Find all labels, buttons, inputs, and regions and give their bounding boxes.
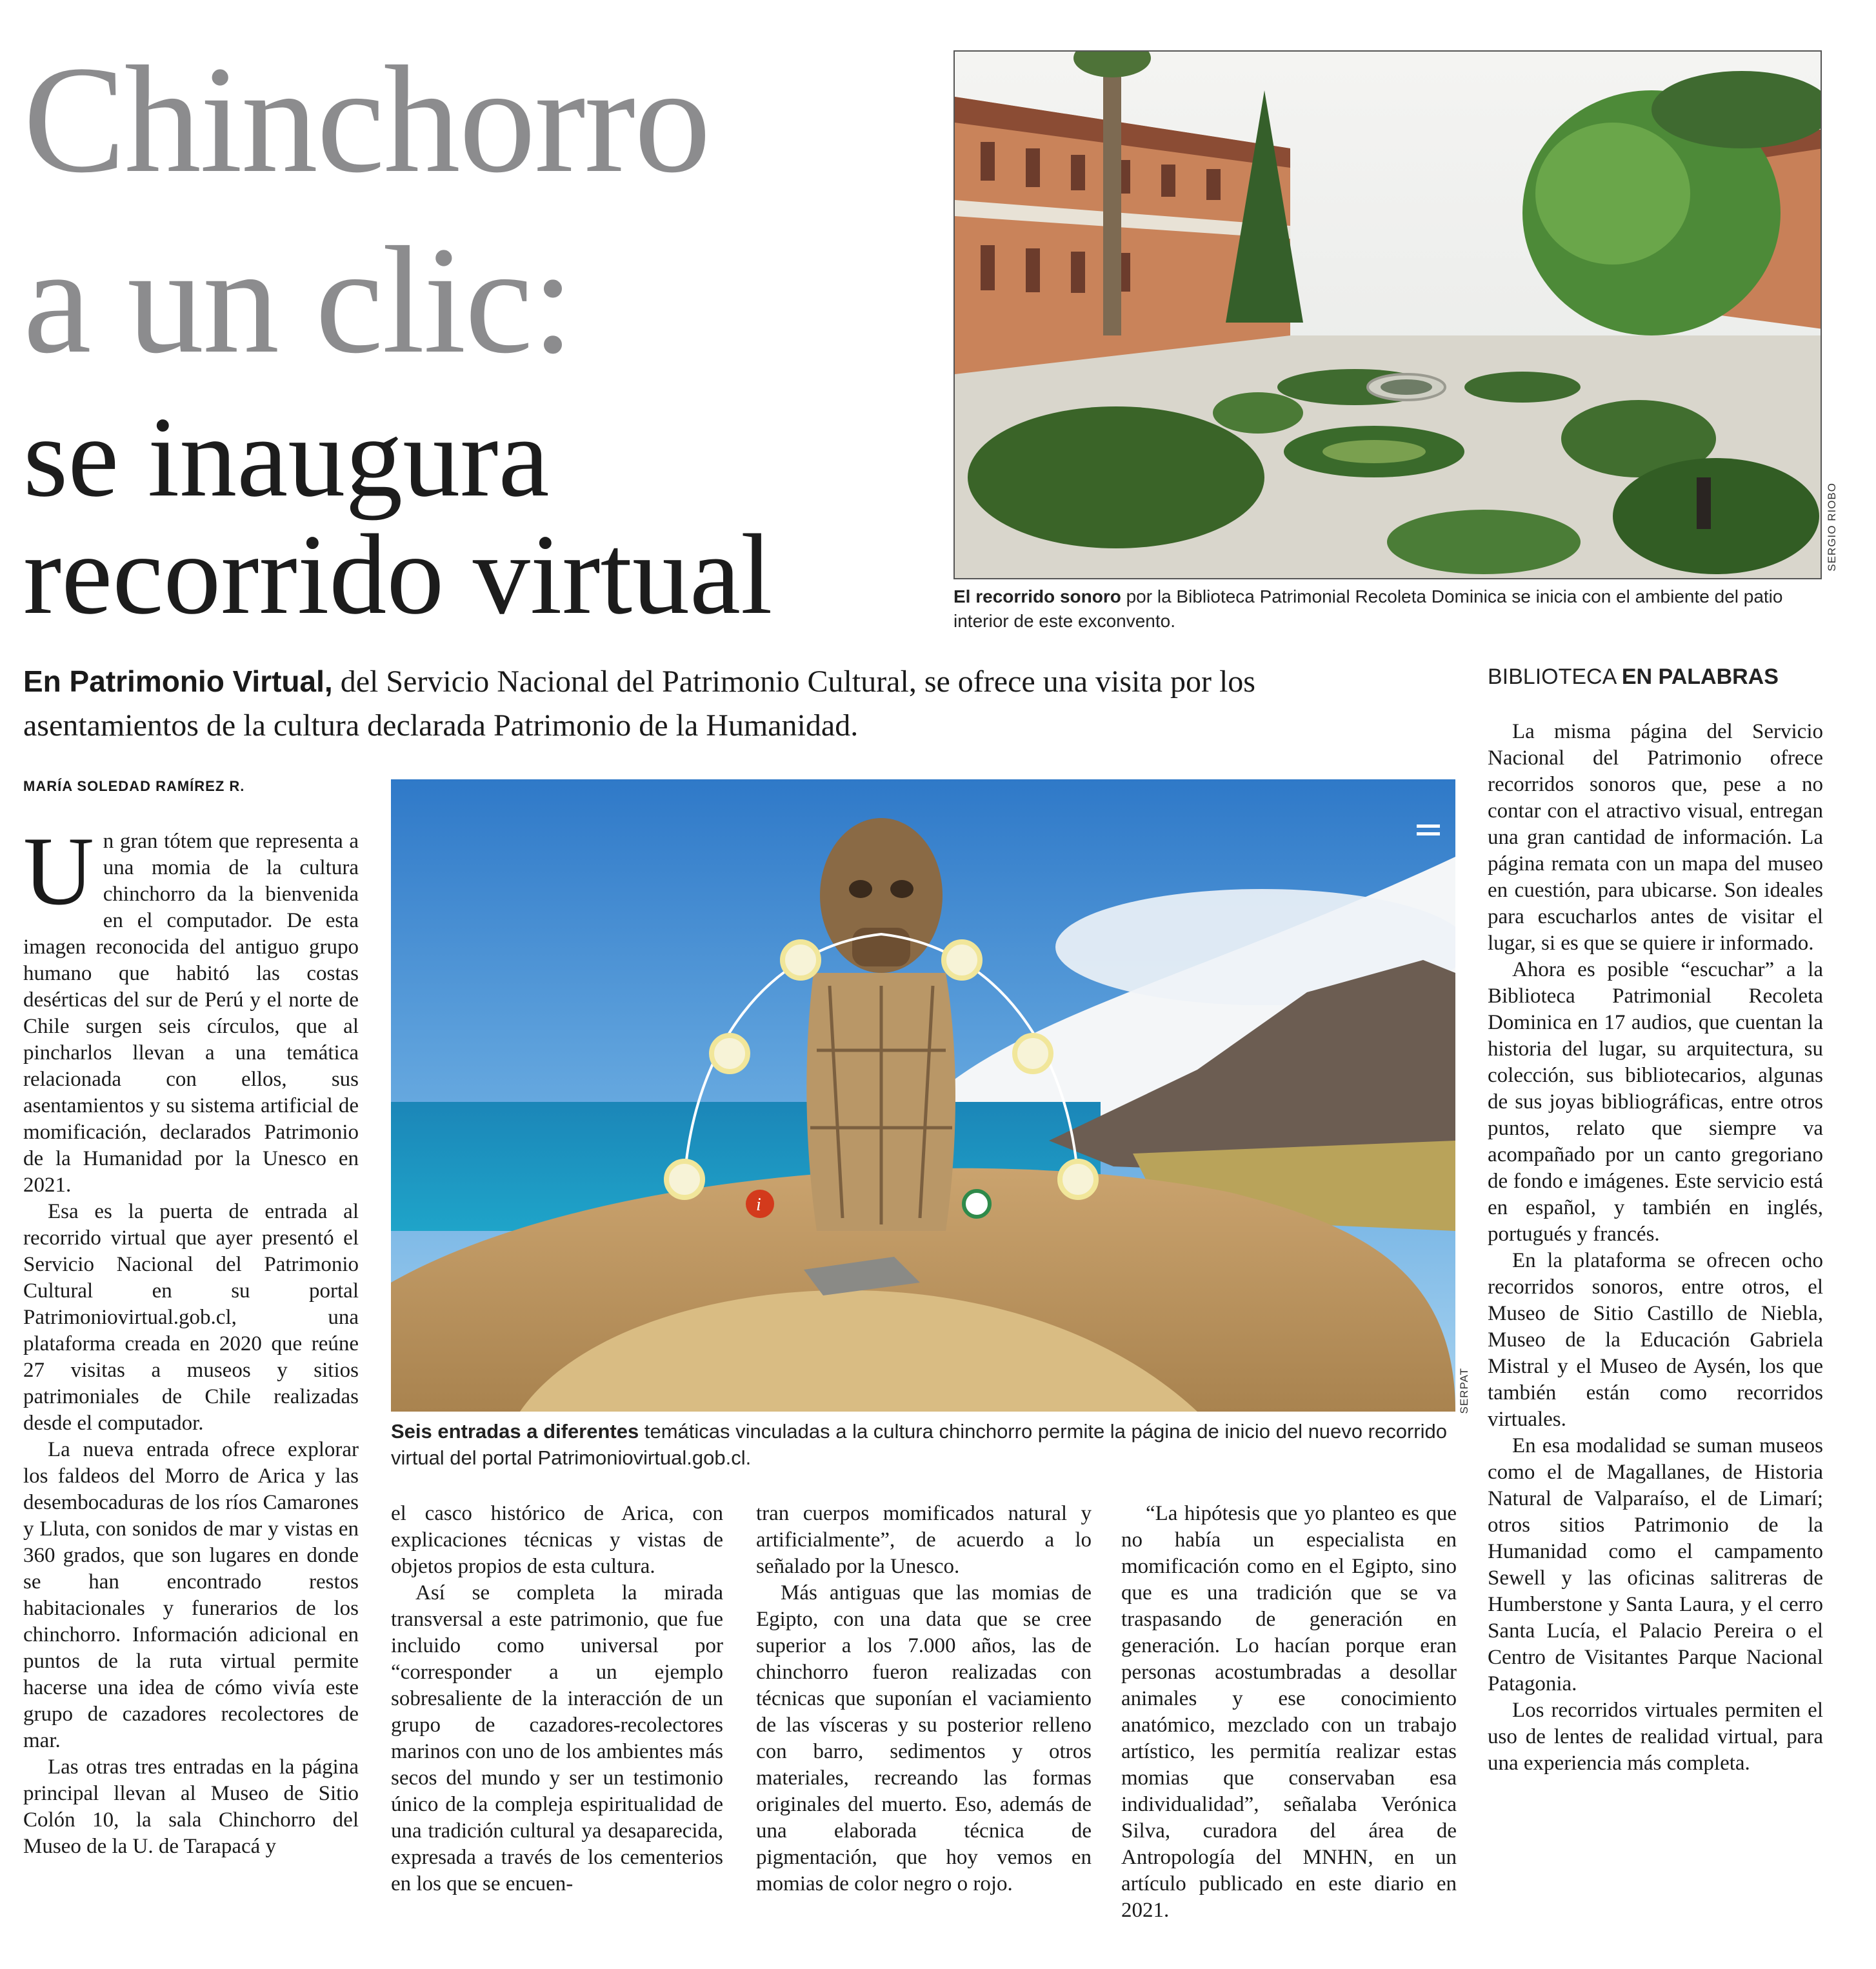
headline-line-1: Chinchorro [23,35,710,205]
sidebar-column [1488,719,1823,1777]
totem-caption-text: temáticas vinculadas a la cultura chinchorro permite la página de inicio del nuevo recorrido virtual del portal Patrimoniovirtual.gob.cl. [391,1420,1447,1469]
courtyard-photo [953,50,1822,579]
col4-paragraph-1: “La hipótesis que yo planteo es que no había un especialista en momificación como en el Egipto, sino que es una tradición que se va traspasando de generación en generación. Lo hacían porque eran personas acostumbradas a desollar animales y ese conocimiento anatómico, mezclado con un trabajo artístico, les permitía realizar estas momias que conservaban esa individualidad”, señalaba Verónica Silva, curadora del área de Antropología del MNHN, en un artículo publicado en este diario en 2021. [1121,1502,1457,1922]
deck [23,659,1417,748]
col3-paragraph-1: tran cuerpos momificados natural y artificialmente”, de acuerdo a lo señalado por la Unesco. [756,1502,1092,1578]
totem-illustration [391,779,1455,1412]
body-column-4 [1121,1501,1457,1924]
headline-line-3: se inaugura [23,393,550,521]
sidebar-paragraph-4: En esa modalidad se suman museos como el de Magallanes, de Historia Natural de Valparaíso, el de Limarí; otros sitios Patrimonio de la Humanidad como el campamento Sewell y las oficinas salitreras de Humberstone y Santa Laura, y el cerro Santa Lucía, el Palacio Pereira o el Centro de Visitantes Parque Nacional Patagonia. [1488,1434,1823,1695]
dropcap: U [23,817,94,925]
sidebar-paragraph-5: Los recorridos virtuales permiten el uso de lentes de realidad virtual, para una experiencia más completa. [1488,1699,1823,1775]
courtyard-photo-caption [953,585,1818,634]
sidebar-paragraph-1: La misma página del Servicio Nacional del Patrimonio ofrece recorridos sonoros que, pese a no contar con el atractivo visual, entregan una gran cantidad de información. La página remata con un mapa del museo en cuestión, para ubicarse. Son ideales para escucharlos antes de visitar el lugar, si es que se quiere ir informado. [1488,720,1823,955]
body-column-1 [23,817,359,1860]
headline-line-4: recorrido virtual [23,510,773,638]
totem-photo [391,779,1455,1412]
sidebar-paragraph-3: En la plataforma se ofrecen ocho recorridos sonoros, entre otros, el Museo de Sitio Castillo de Niebla, Museo de la Educación Gabriela Mistral y el Museo de Aysén, los que también están como recorridos virtuales. [1488,1249,1823,1431]
body-column-3 [756,1501,1092,1897]
deck-text: del Servicio Nacional del Patrimonio Cultural, se ofrece una visita por los asentamientos de la cultura declarada Patrimonio de la Humanidad. [23,665,1255,743]
totem-photo-credit: SERPAT [1458,1368,1470,1414]
col1-paragraph-1: Un gran tótem que representa a una momia de la cultura chinchorro da la bienvenida en el computador. De esta imagen reconocida del antiguo grupo humano que habitó las costas desérticas del sur de Perú y el norte de Chile surgen seis círculos, que al pincharlos llevan a una temática relacionada con ellos, sus asentamientos y su sistema artificial de momificación, declarados Patrimonio de la Humanidad por la Unesco en 2021. [23,817,359,1197]
totem-caption-bold: Seis entradas a diferentes [391,1420,639,1443]
col1-paragraph-4: Las otras tres entradas en la página principal llevan al Museo de Sitio Colón 10, la sala Chinchorro del Museo de la U. de Tarapacá y [23,1755,359,1858]
courtyard-caption-bold: El recorrido sonoro [953,586,1121,606]
deck-bold: En Patrimonio Virtual, [23,665,333,698]
col1-paragraph-3: La nueva entrada ofrece explorar los faldeos del Morro de Arica y las desembocaduras de los ríos Camarones y Lluta, con sonidos de mar y vistas en 360 grados, que son lugares en donde se han encontrado restos habitacionales y funerarios de los chinchorro. Información adicional en puntos de la ruta virtual permite hacerse una idea de cómo vivía este grupo de cazadores recolectores de mar. [23,1438,359,1752]
headline-line-2: a un clic: [23,215,574,385]
col2-paragraph-2: Así se completa la mirada transversal a este patrimonio, que fue incluido como universal por “corresponder a un ejemplo sobresaliente de la interacción de un grupo de cazadores-recolectores marinos con uno de los ambientes más secos del mundo y ser un testimonio único de la compleja espiritualidad de una tradición cultural ya desaparecida, expresada a través de los cementerios en los que se encuen- [391,1581,723,1895]
col1-paragraph-2: Esa es la puerta de entrada al recorrido virtual que ayer presentó el Servicio Nacional del Patrimonio Cultural en su portal Patrimoniovirtual.gob.cl, una plataforma creada en 2020 que reúne 27 visitas a museos y sitios patrimoniales de Chile realizadas desde el computador. [23,1200,359,1435]
byline: MARÍA SOLEDAD RAMÍREZ R. [23,778,245,794]
col2-paragraph-1: el casco histórico de Arica, con explicaciones técnicas y vistas de objetos propios de esta cultura. [391,1502,723,1578]
courtyard-illustration [955,52,1822,579]
courtyard-caption-text: por la Biblioteca Patrimonial Recoleta Dominica se inicia con el ambiente del patio interior de este exconvento. [953,586,1783,631]
sidebar-heading [1488,665,1779,690]
sidebar-paragraph-2: Ahora es posible “escuchar” a la Biblioteca Patrimonial Recoleta Dominica en 17 audios, que cuentan la historia del lugar, su arquitectura, su colección, sus bibliotecarios, algunas de sus joyas bibliográficas, entre otros puntos, relato que siempre va acompañado por un canto gregoriano de fondo e imágenes. Este servicio está en español, y también en inglés, portugués y francés. [1488,958,1823,1246]
courtyard-photo-credit: SERGIO RIOBO [1826,483,1838,572]
col3-paragraph-2: Más antiguas que las momias de Egipto, con una data que se cree superior a los 7.000 años, las de chinchorro fueron realizadas con técnicas que suponían el vaciamiento de las vísceras y su posterior relleno con barro, sedimentos y otros materiales, recreando las formas originales del muerto. Eso, además de una elaborada técnica de pigmentación, que hoy vemos en momias de color negro o rojo. [756,1581,1092,1895]
totem-photo-caption [391,1418,1455,1471]
body-column-2 [391,1501,723,1897]
svg-text:i: i [756,1195,761,1215]
sidebar-heading-light: BIBLIOTECA [1488,665,1622,689]
sidebar-heading-bold: EN PALABRAS [1621,665,1779,689]
